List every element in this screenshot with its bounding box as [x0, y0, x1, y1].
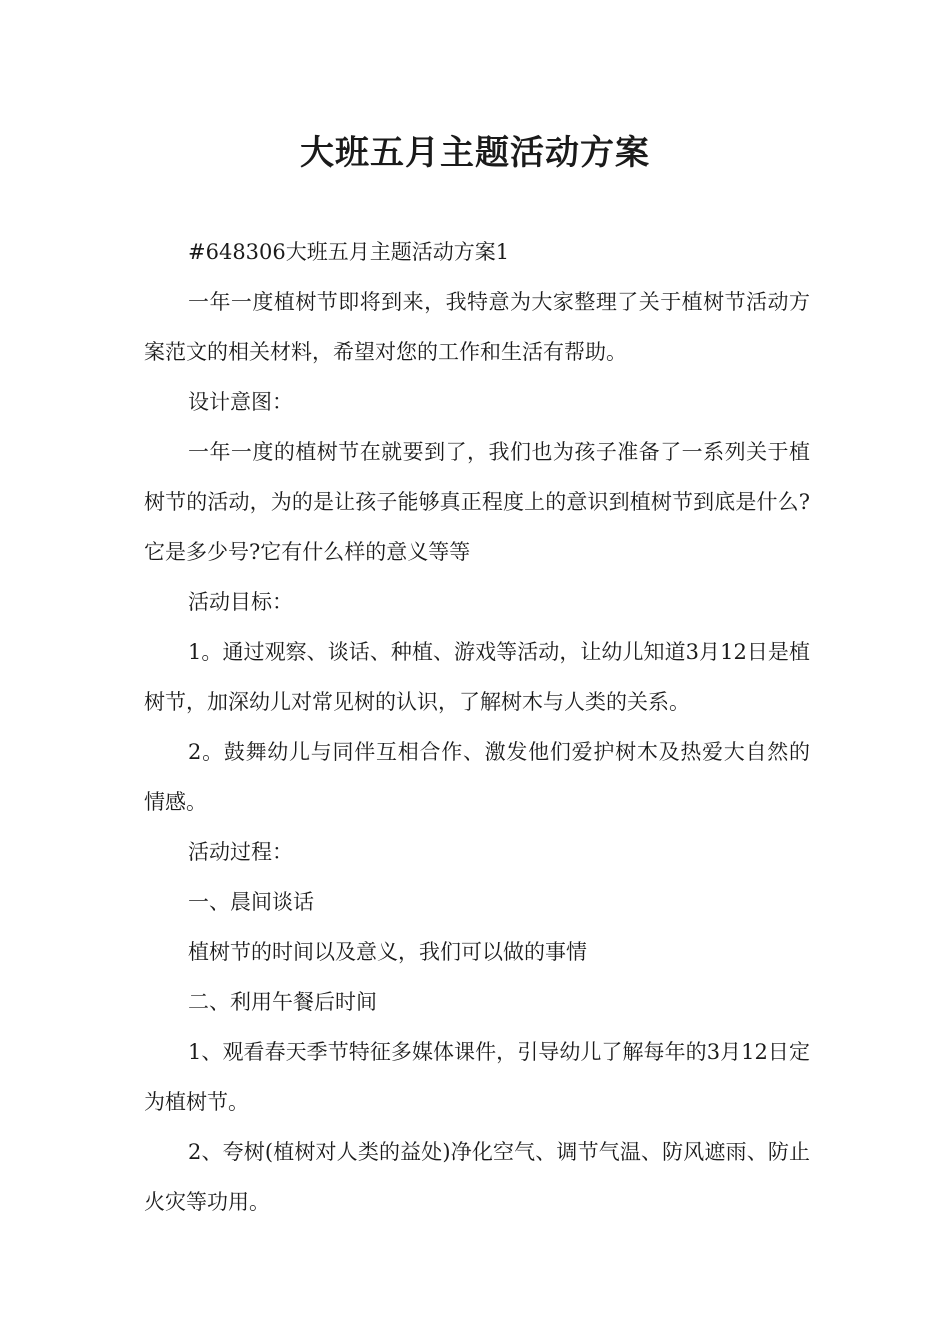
paragraph-heading-number: #648306大班五月主题活动方案1	[188, 240, 510, 264]
paragraph-step-2-heading: 二、利用午餐后时间	[188, 990, 377, 1014]
paragraph-goal-1: 1。通过观察、谈话、种植、游戏等活动，让幼儿知道3月12日是植树节，加深幼儿对常见树的认识，了解树木与人类的关系。	[144, 640, 810, 714]
paragraph-step-2-item-1: 1、观看春天季节特征多媒体课件，引导幼儿了解每年的3月12日定为植树节。	[144, 1040, 810, 1114]
paragraph-step-2-item-2: 2、夸树(植树对人类的益处)净化空气、调节气温、防风遮雨、防止火灾等功用。	[144, 1140, 810, 1214]
paragraph-intro: 一年一度植树节即将到来，我特意为大家整理了关于植树节活动方案范文的相关材料，希望对您的工作和生活有帮助。	[144, 290, 810, 364]
paragraph-process-label: 活动过程：	[188, 840, 293, 864]
paragraph-step-1-content: 植树节的时间以及意义，我们可以做的事情	[188, 940, 587, 964]
paragraph-step-1-heading: 一、晨间谈话	[188, 890, 314, 914]
paragraph-goal-2: 2。鼓舞幼儿与同伴互相合作、激发他们爱护树木及热爱大自然的情感。	[144, 740, 810, 814]
document-body	[144, 227, 810, 1227]
paragraph-design-intent: 一年一度的植树节在就要到了，我们也为孩子准备了一系列关于植树节的活动，为的是让孩子能够真正程度上的意识到植树节到底是什么?它是多少号?它有什么样的意义等等	[144, 440, 810, 564]
paragraph-design-intent-label: 设计意图：	[188, 390, 293, 414]
document-title: 大班五月主题活动方案	[300, 133, 650, 173]
paragraph-goals-label: 活动目标：	[188, 590, 293, 614]
